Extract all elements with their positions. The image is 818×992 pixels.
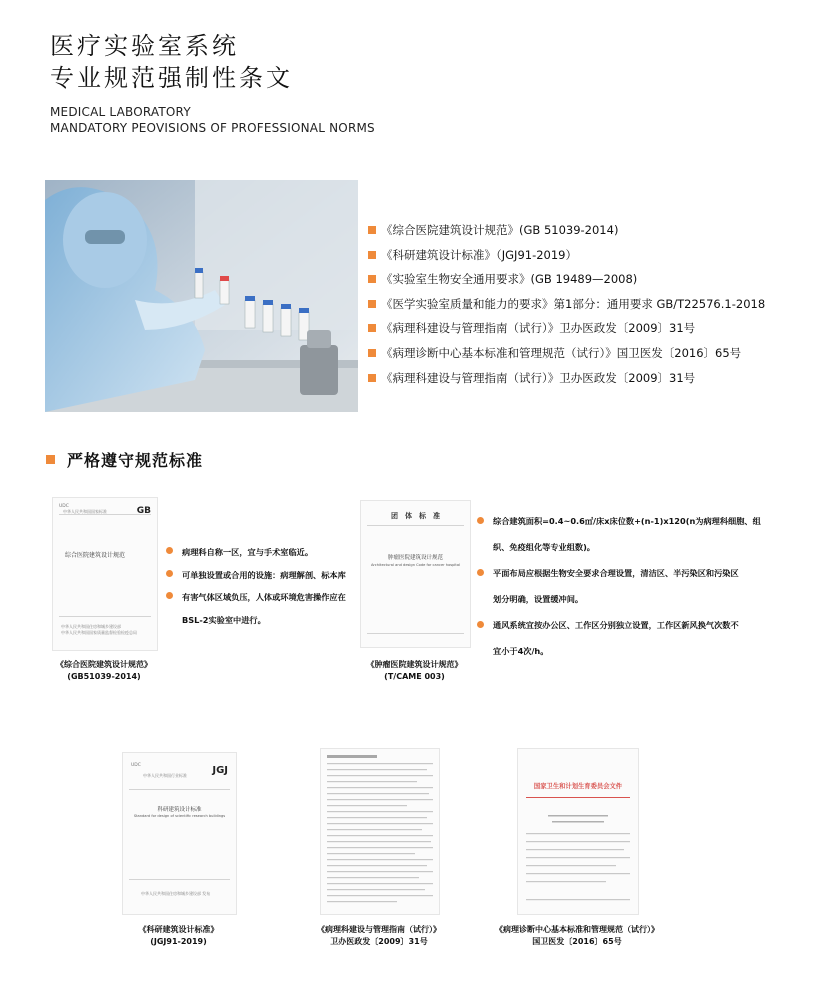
requirements-list-left xyxy=(166,541,366,631)
requirement-item: 平面布局应根据生物安全要求合理设置，清洁区、半污染区和污染区 xyxy=(477,560,767,586)
text-lines-illustration xyxy=(518,749,638,914)
circle-bullet-icon xyxy=(166,592,173,599)
standard-item: 《实验室生物安全通用要求》(GB 19489—2008) xyxy=(368,267,765,292)
gb-logo: GB xyxy=(136,506,151,516)
document-caption: 《病理诊断中心基本标准和管理规范（试行）》 国卫医发〔2016〕65号 xyxy=(495,925,659,946)
red-header: 国家卫生和计划生育委员会文件 xyxy=(533,783,623,790)
document-caption: 《肿瘤医院建筑设计规范》 (T/CAME 003) xyxy=(366,660,463,681)
requirement-item: 综合建筑面积=0.4~0.6㎡/床x床位数+(n-1)x120(n为病理科细胞、组 xyxy=(477,508,767,534)
standard-item: 《医学实验室质量和能力的要求》第1部分：通用要求 GB/T22576.1-2018 xyxy=(368,292,765,317)
standards-list xyxy=(368,218,765,390)
standard-item: 《病理诊断中心基本标准和管理规范（试行）》国卫医发〔2016〕65号 xyxy=(368,341,765,366)
square-bullet-icon xyxy=(368,349,376,357)
standard-item: 《科研建筑设计标准》（JGJ91-2019） xyxy=(368,243,765,268)
document-caption: 《综合医院建筑设计规范》 (GB51039-2014) xyxy=(56,660,152,681)
document-caption: 《科研建筑设计标准》 (JGJ91-2019) xyxy=(138,925,219,946)
subtitle-line-1: MEDICAL LABORATORY xyxy=(50,105,191,119)
document-thumbnail-jgj91: UDC 中华人民共和国行业标准 JGJ 科研建筑设计标准 Standard for design of scientific research buildings 中华人民共和国住房和城乡建设部 发布 xyxy=(122,752,237,915)
page-title xyxy=(50,30,293,94)
square-bullet-icon xyxy=(46,455,55,464)
circle-bullet-icon xyxy=(166,570,173,577)
title-line-2: 专业规范强制性条文 xyxy=(50,64,293,92)
circle-bullet-icon xyxy=(477,569,484,576)
standard-item: 《综合医院建筑设计规范》(GB 51039-2014) xyxy=(368,218,765,243)
requirement-item: 有害气体区域负压，人体或环境危害操作应在 xyxy=(166,586,366,609)
requirement-item-continued: BSL-2实验室中进行。 xyxy=(182,614,266,625)
doc-header: 团 体 标 准 xyxy=(391,512,440,520)
square-bullet-icon xyxy=(368,275,376,283)
square-bullet-icon xyxy=(368,324,376,332)
jgj-logo: JGJ xyxy=(212,765,228,776)
subtitle-line-2: MANDATORY PEOVISIONS OF PROFESSIONAL NORMS xyxy=(50,121,375,135)
square-bullet-icon xyxy=(368,374,376,382)
square-bullet-icon xyxy=(368,300,376,308)
section-title: 严格遵守规范标准 xyxy=(46,448,203,471)
requirement-item-continued: 织、免疫组化等专业组数)。 xyxy=(493,542,595,552)
document-caption: 《病理科建设与管理指南（试行）》 卫办医政发〔2009〕31号 xyxy=(317,925,441,946)
doc-cover-subtitle: Architectural and design Code for cancer hospital xyxy=(370,563,461,567)
doc-cover-title: 肿瘤医院建筑设计规范 xyxy=(387,555,443,561)
requirements-list-right xyxy=(477,508,767,664)
doc-cover-subtitle: Standard for design of scientific research buildings xyxy=(133,814,226,818)
lab-scene-illustration xyxy=(45,180,358,412)
requirement-item-continued: 宜小于4次/h。 xyxy=(493,646,549,656)
document-thumbnail-tcame003 xyxy=(360,500,471,648)
lab-photo xyxy=(45,180,358,412)
requirement-item: 可单独设置或合用的设施：病理解剖、标本库 xyxy=(166,564,366,587)
requirement-item-continued: 划分明确，设置缓冲间。 xyxy=(493,594,584,604)
square-bullet-icon xyxy=(368,226,376,234)
requirement-item: 病理科自称一区，宜与手术室临近。 xyxy=(166,541,366,564)
document-thumbnail-gb51039: UDC 中华人民共和国国家标准 GB 综合医院建筑设计规范 中华人民共和国住房和城乡建设部 中华人民共和国国家质量监督检验检疫总局 xyxy=(52,497,158,651)
page-subtitle xyxy=(50,104,375,136)
circle-bullet-icon xyxy=(477,621,484,628)
doc-cover-title: 综合医院建筑设计规范 xyxy=(65,552,126,559)
text-lines-illustration xyxy=(321,749,439,914)
circle-bullet-icon xyxy=(477,517,484,524)
square-bullet-icon xyxy=(368,251,376,259)
standard-item: 《病理科建设与管理指南（试行）》卫办医政发〔2009〕31号 xyxy=(368,316,765,341)
doc-cover-title: 科研建筑设计标准 xyxy=(157,807,202,813)
document-thumbnail-guideline-2009 xyxy=(320,748,440,915)
standard-item: 《病理科建设与管理指南（试行）》卫办医政发〔2009〕31号 xyxy=(368,366,765,391)
requirement-item: 通风系统宜按办公区、工作区分别独立设置，工作区新风换气次数不 xyxy=(477,612,767,638)
document-thumbnail-nhfpc-2016 xyxy=(517,748,639,915)
circle-bullet-icon xyxy=(166,547,173,554)
title-line-1: 医疗实验室系统 xyxy=(50,32,239,60)
